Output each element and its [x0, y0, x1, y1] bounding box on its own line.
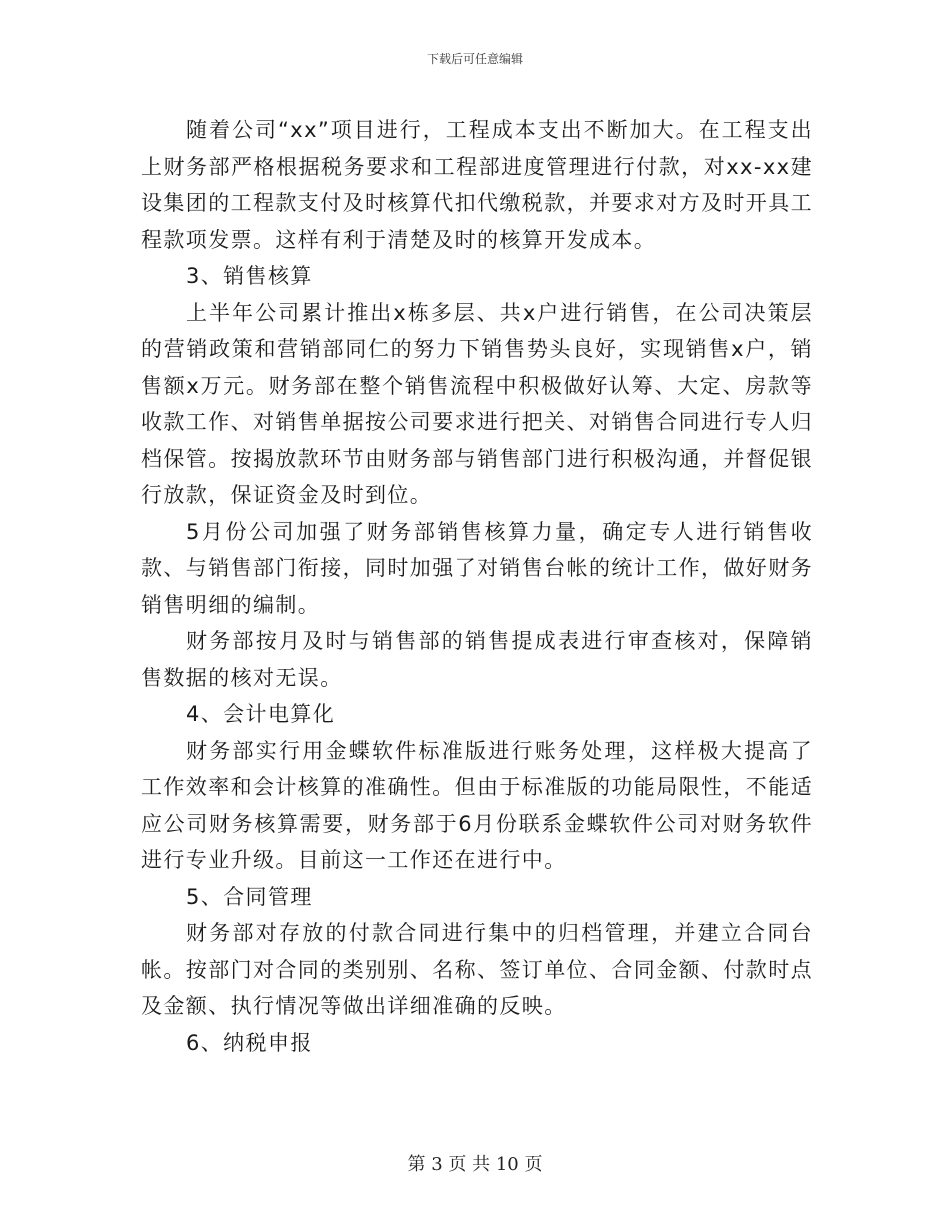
section-heading-tax-filing: 6、纳税申报 — [186, 1030, 313, 1055]
paragraph-engineering-cost: 随着公司“xx”项目进行，工程成本支出不断加大。在工程支出上财务部严格根据税务要求和工程部进度管理进行付款，对xx-xx建设集团的工程款支付及时核算代扣代缴税款，并要求对方及时开具工程款项发票。这样有利于清楚及时的核算开发成本。 — [141, 118, 813, 252]
paragraph-sales-staffing: 5月份公司加强了财务部销售核算力量，确定专人进行销售收款、与销售部门衔接，同时加强了对销售台帐的统计工作，做好财务销售明细的编制。 — [141, 519, 813, 617]
paragraph-sales-summary: 上半年公司累计推出x栋多层、共x户进行销售，在公司决策层的营销政策和营销部同仁的努力下销售势头良好，实现销售x户，销售额x万元。财务部在整个销售流程中积极做好认筹、大定、房款等收款工作、对销售单据按公司要求进行把关、对销售合同进行专人归档保管。按揭放款环节由财务部与销售部门进行积极沟通，并督促银行放款，保证资金及时到位。 — [141, 300, 813, 507]
section-heading-contract-management: 5、合同管理 — [186, 884, 313, 909]
paragraph-sales-commission-check: 财务部按月及时与销售部的销售提成表进行审查核对，保障销售数据的核对无误。 — [141, 629, 813, 690]
paragraph-contract-archive: 财务部对存放的付款合同进行集中的归档管理，并建立合同台帐。按部门对合同的类别别、名称、签订单位、合同金额、付款时点及金额、执行情况等做出详细准确的反映。 — [141, 921, 813, 1018]
paragraph-kingdee-software: 财务部实行用金蝶软件标准版进行账务处理，这样极大提高了工作效率和会计核算的准确性。但由于标准版的功能局限性，不能适应公司财务核算需要，财务部于6月份联系金蝶软件公司对财务软件进行专业升级。目前这一工作还在进行中。 — [141, 738, 813, 872]
section-heading-sales-accounting: 3、销售核算 — [186, 264, 313, 288]
page-header: 下载后可任意编辑 — [426, 52, 523, 66]
document-body — [141, 112, 813, 1061]
page-number-footer: 第 3 页 共 10 页 — [407, 1154, 543, 1175]
section-heading-accounting-software: 4、会计电算化 — [186, 702, 336, 726]
